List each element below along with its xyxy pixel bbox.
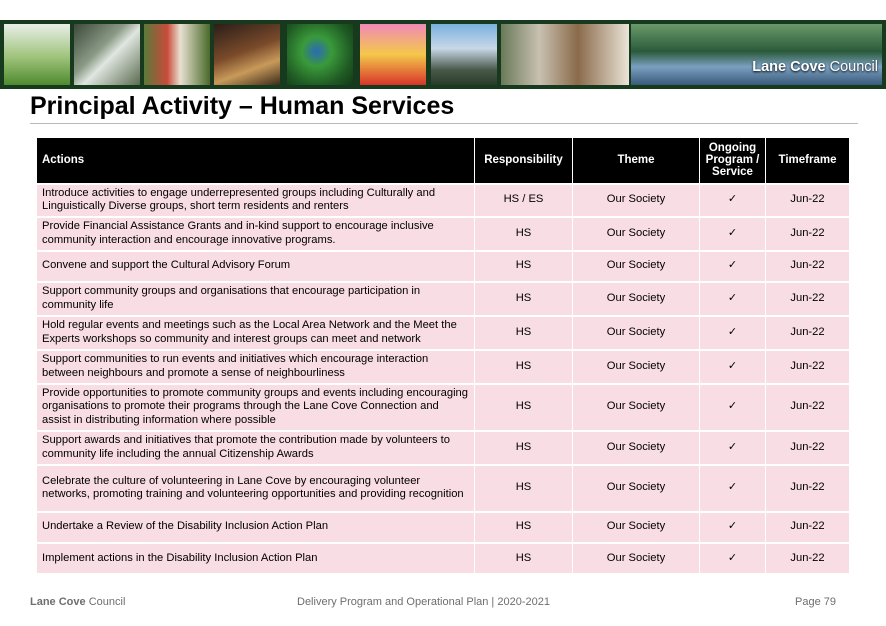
col-header-responsibility: Responsibility <box>475 138 573 184</box>
footer-org-light: Council <box>88 596 126 608</box>
theme-cell: Our Society <box>573 431 700 465</box>
checkmark-icon: ✓ <box>700 217 766 251</box>
timeframe-cell: Jun-22 <box>766 431 850 465</box>
brand-name: Lane Cove <box>752 59 826 75</box>
footer-document-title: Delivery Program and Operational Plan | 2020-2021 <box>297 596 550 608</box>
timeframe-cell: Jun-22 <box>766 282 850 316</box>
performer-photo <box>360 24 426 85</box>
action-cell: Undertake a Review of the Disability Inclusion Action Plan <box>37 512 475 543</box>
responsibility-cell: HS / ES <box>475 184 573 217</box>
page-title: Principal Activity – Human Services <box>30 92 455 120</box>
timeframe-cell: Jun-22 <box>766 217 850 251</box>
action-cell: Support community groups and organisations that encourage participation in community life <box>37 282 475 316</box>
table-row <box>37 431 850 465</box>
checkmark-icon: ✓ <box>700 543 766 574</box>
responsibility-cell: HS <box>475 543 573 574</box>
theme-cell: Our Society <box>573 350 700 384</box>
action-cell: Hold regular events and meetings such as the Local Area Network and the Meet the Experts workshops so community and interest groups can meet and network <box>37 316 475 350</box>
theme-cell: Our Society <box>573 184 700 217</box>
timeframe-cell: Jun-22 <box>766 384 850 431</box>
shops-photo <box>431 24 497 85</box>
table-row <box>37 282 850 316</box>
responsibility-cell: HS <box>475 512 573 543</box>
action-cell: Provide opportunities to promote community groups and events including encouraging organisations to promote their programs through the Lane Cove Connection and assist in distributing information where possible <box>37 384 475 431</box>
timeframe-cell: Jun-22 <box>766 251 850 282</box>
footer-page-number: Page 79 <box>795 596 836 608</box>
checkmark-icon: ✓ <box>700 465 766 512</box>
theme-cell: Our Society <box>573 384 700 431</box>
checkmark-icon: ✓ <box>700 316 766 350</box>
header-banner <box>0 20 886 89</box>
theme-cell: Our Society <box>573 282 700 316</box>
timeframe-cell: Jun-22 <box>766 184 850 217</box>
table-row <box>37 543 850 574</box>
responsibility-cell: HS <box>475 282 573 316</box>
table-row <box>37 316 850 350</box>
table-row <box>37 184 850 217</box>
responsibility-cell: HS <box>475 431 573 465</box>
theme-cell: Our Society <box>573 543 700 574</box>
action-cell: Convene and support the Cultural Advisory Forum <box>37 251 475 282</box>
table-row <box>37 384 850 431</box>
col-header-theme: Theme <box>573 138 700 184</box>
checkmark-icon: ✓ <box>700 384 766 431</box>
plaza-photo <box>501 24 629 85</box>
table-row <box>37 350 850 384</box>
waterfront-photo <box>631 24 882 85</box>
timeframe-cell: Jun-22 <box>766 543 850 574</box>
checkmark-icon: ✓ <box>700 350 766 384</box>
theme-cell: Our Society <box>573 512 700 543</box>
checkmark-icon: ✓ <box>700 282 766 316</box>
responsibility-cell: HS <box>475 384 573 431</box>
table-row <box>37 217 850 251</box>
timeframe-cell: Jun-22 <box>766 316 850 350</box>
responsibility-cell: HS <box>475 251 573 282</box>
theme-cell: Our Society <box>573 217 700 251</box>
timeframe-cell: Jun-22 <box>766 350 850 384</box>
activity-table <box>36 137 850 574</box>
theme-cell: Our Society <box>573 251 700 282</box>
responsibility-cell: HS <box>475 316 573 350</box>
timeframe-cell: Jun-22 <box>766 512 850 543</box>
checkmark-icon: ✓ <box>700 251 766 282</box>
responsibility-cell: HS <box>475 217 573 251</box>
theme-cell: Our Society <box>573 316 700 350</box>
table-header-row <box>37 138 850 184</box>
table-row <box>37 465 850 512</box>
col-header-actions: Actions <box>37 138 475 184</box>
parrot-photo <box>287 24 353 85</box>
action-cell: Implement actions in the Disability Inclusion Action Plan <box>37 543 475 574</box>
action-cell: Celebrate the culture of volunteering in Lane Cove by encouraging volunteer networks, promoting training and volunteering opportunities and providing recognition <box>37 465 475 512</box>
action-cell: Support awards and initiatives that promote the contribution made by volunteers to community life including the annual Citizenship Awards <box>37 431 475 465</box>
col-header-timeframe: Timeframe <box>766 138 850 184</box>
footer-council-name <box>30 596 125 608</box>
action-cell: Introduce activities to engage underrepresented groups including Culturally and Linguistically Diverse groups, short term residents and renters <box>37 184 475 217</box>
responsibility-cell: HS <box>475 350 573 384</box>
col-header-ongoing: Ongoing Program / Service <box>700 138 766 184</box>
action-cell: Provide Financial Assistance Grants and in-kind support to encourage inclusive community interaction and encourage innovative programs. <box>37 217 475 251</box>
theme-cell: Our Society <box>573 465 700 512</box>
table-row <box>37 251 850 282</box>
checkmark-icon: ✓ <box>700 512 766 543</box>
footer-org-bold: Lane Cove <box>30 596 86 608</box>
responsibility-cell: HS <box>475 465 573 512</box>
council-logo <box>752 59 878 75</box>
park-photo <box>4 24 70 85</box>
night-market-photo <box>214 24 280 85</box>
checkmark-icon: ✓ <box>700 431 766 465</box>
table-row <box>37 512 850 543</box>
dancers-photo <box>144 24 210 85</box>
timeframe-cell: Jun-22 <box>766 465 850 512</box>
action-cell: Support communities to run events and initiatives which encourage interaction between neighbours and promote a sense of neighbourliness <box>37 350 475 384</box>
checkmark-icon: ✓ <box>700 184 766 217</box>
brand-suffix: Council <box>829 59 878 75</box>
waterfall-photo <box>74 24 140 85</box>
title-divider <box>30 123 858 124</box>
